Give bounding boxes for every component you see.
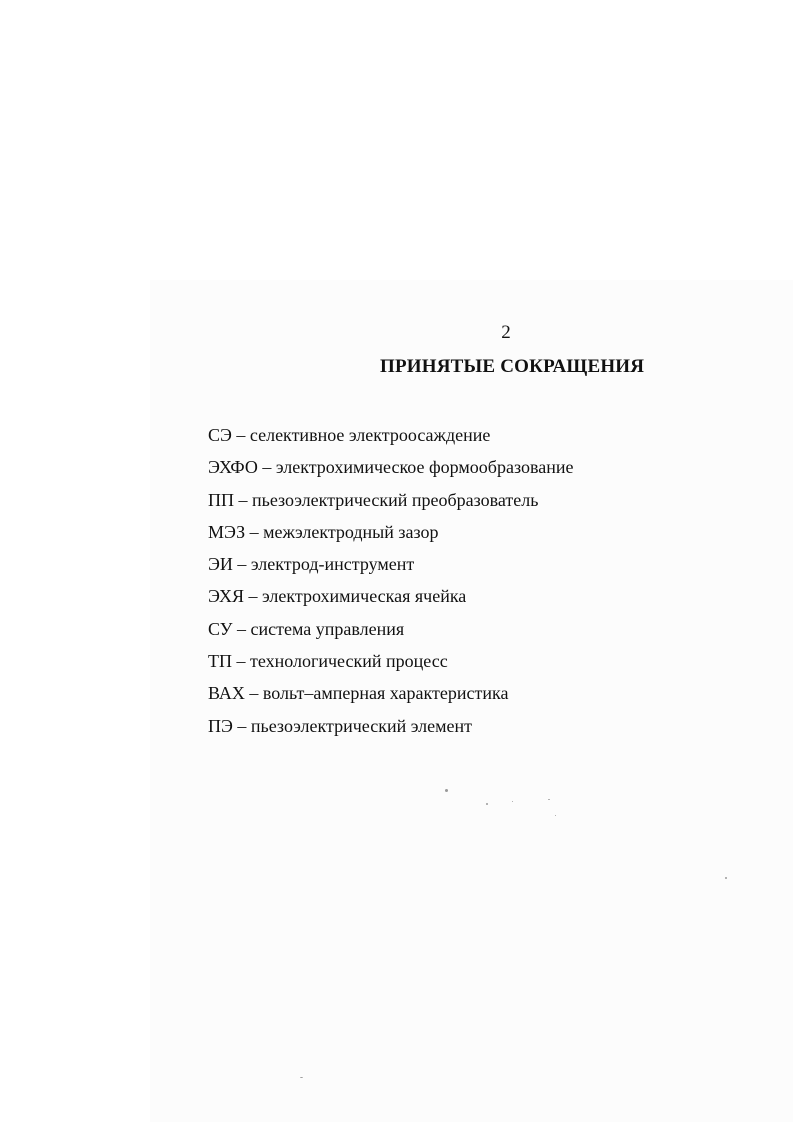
abbreviation-item: СЭ – селективное электроосаждение: [208, 425, 491, 445]
abbreviation-list: [208, 424, 573, 747]
scan-speck: [486, 803, 488, 805]
scan-speck: [445, 789, 448, 792]
abbreviation-item: СУ – система управления: [208, 618, 405, 639]
abbreviation-item: ЭХЯ – электрохимическая ячейка: [208, 586, 467, 607]
abbreviation-item: ПП – пьезоэлектрический преобразователь: [208, 489, 539, 510]
scan-speck: [512, 801, 513, 802]
page-title: ПРИНЯТЫЕ СОКРАЩЕНИЯ: [380, 356, 645, 377]
scan-speck: [300, 1077, 303, 1078]
scan-speck: [548, 799, 550, 800]
scan-speck: [555, 815, 556, 816]
scan-speck: [725, 877, 727, 879]
abbreviation-item: ВАХ – вольт–амперная характеристика: [208, 683, 509, 704]
abbreviation-item: ТП – технологический процесс: [208, 651, 448, 672]
abbreviation-item: МЭЗ – межэлектродный зазор: [208, 521, 439, 542]
abbreviation-item: ЭИ – электрод-инструмент: [208, 554, 415, 575]
abbreviation-item: ПЭ – пьезоэлектрический элемент: [208, 715, 472, 736]
page-number: 2: [501, 322, 511, 343]
abbreviation-item: ЭХФО – электрохимическое формообразование: [208, 457, 574, 478]
